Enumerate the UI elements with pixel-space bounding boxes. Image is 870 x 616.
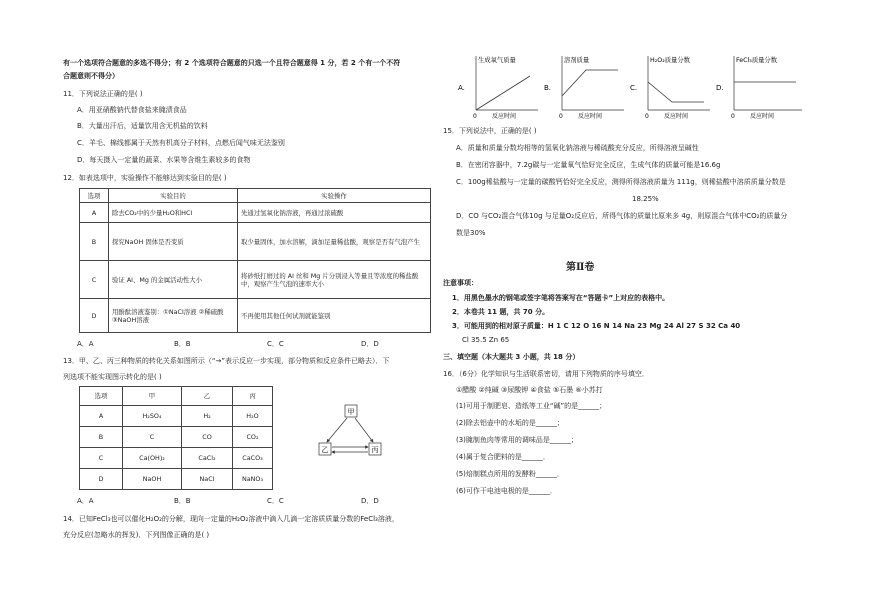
table-row (80, 261, 431, 299)
table-cell: CaCl₂ (182, 448, 233, 469)
q11-option-a: A．用亚硝酸钠代替食盐来腌渍食品 (77, 106, 187, 114)
table-cell: CO₂ (233, 427, 273, 448)
table-row (80, 448, 273, 469)
q11-option-c: C．羊毛、棉线都属于天然有机高分子材料，点燃后闻气味无法鉴别 (77, 139, 285, 147)
table-cell: NaCl (182, 469, 233, 490)
graph-b-xlabel: 反应时间 (578, 113, 603, 120)
notes-item-2: 2．本卷共 11 题，共 70 分。 (452, 308, 550, 316)
q14-graph-b (542, 50, 628, 120)
q14-stem-line-1: 14．已知FeCl₃也可以催化H₂O₂的分解，现向一定量的H₂O₂溶液中滴入几滴一定溶质质量分数的FeCl₃溶液， (63, 515, 399, 523)
q12-row-a-goal: 除去CO₂中的少量H₂O和HCl (109, 203, 238, 223)
q12-row-b-option: B (80, 223, 109, 261)
graph-a-xlabel: 反应时间 (492, 113, 517, 120)
q11-option-b: B．大量出汗后，适量饮用含无机盐的饮料 (77, 122, 208, 130)
q13-answer-c: C．C (267, 497, 284, 505)
q15-option-d-line-1: D．CO 与CO₂混合气体10g 与足量O₂反应后，所得气体的质量比原来多 4g，则原混合气体中CO₂的质量分 (456, 212, 788, 220)
table-cell: H₂O (233, 406, 273, 427)
graph-c-ylabel: H₂O₂质量分数 (650, 57, 690, 64)
q15-stem: 15．下列说法中，正确的是( ) (443, 127, 537, 135)
q11-stem: 11．下列说法正确的是( ) (63, 90, 143, 98)
table-row (80, 203, 431, 223)
q16-sub-3: (3)腌制鱼肉等常用的调味品是______； (456, 436, 578, 444)
graph-c-xlabel: 反应时间 (664, 113, 689, 120)
q13-header-yi: 乙 (182, 387, 233, 406)
q13-answer-d: D．D (361, 497, 379, 505)
graph-b-letter: B. (544, 84, 552, 92)
q13-transform-diagram (315, 403, 395, 463)
q14-graph-c (628, 50, 714, 120)
graph-a-ylabel: 生成氧气质量 (478, 57, 516, 64)
graph-b-ylabel: 溶剂质量 (564, 57, 590, 64)
q12-row-c-op: 将砂纸打磨过的 Al 丝和 Mg 片分别浸入等量且等浓度的稀盐酸中，观察产生气泡的速率大小 (238, 261, 431, 299)
table-cell: A (80, 406, 123, 427)
table-cell: CO (182, 427, 233, 448)
graph-a-origin: 0 (473, 113, 477, 120)
q12-answer-b: B．B (174, 340, 191, 348)
node-bing-label: 丙 (371, 446, 379, 454)
graph-a-curve (476, 76, 530, 110)
q14-graph-d (714, 50, 810, 120)
q16-sub-1: (1)可用于制肥皂、造纸等工业“碱”的是______； (456, 402, 607, 410)
graph-c-letter: C. (630, 84, 638, 92)
q12-answer-d: D．D (361, 340, 379, 348)
q12-row-d-option: D (80, 299, 109, 333)
table-cell: B (80, 427, 123, 448)
graph-a-letter: A. (458, 84, 465, 92)
q12-stem: 12．如表选项中，实验操作不能够达到实验目的是( ) (63, 174, 227, 182)
q13-header-option: 选项 (80, 387, 123, 406)
q13-stem-line-2: 列选项不能实现图示转化的是( ) (63, 373, 162, 381)
q15-option-a: A．质量和质量分数均相等的氢氧化钠溶液与稀硫酸充分反应，所得溶液呈碱性 (456, 144, 699, 152)
q12-row-d-op: 不再使用其他任何试剂就能鉴别 (238, 299, 431, 333)
graph-d-xlabel: 反应时间 (750, 113, 775, 120)
q12-answer-c: C．C (267, 340, 284, 348)
q15-option-b: B．在密闭容器中，7.2g碳与一定量氧气恰好完全反应，生成气体的质量可能是16.6g (456, 161, 721, 169)
graph-d-origin: 0 (731, 113, 735, 120)
graph-b-curve (562, 70, 618, 96)
table-cell: C (123, 427, 182, 448)
q16-options: ①醋酸 ②纯碱 ③尿酸钾 ④食盐 ⑤石墨 ⑥小苏打 (456, 386, 603, 394)
graph-c-curve (648, 82, 704, 102)
table-cell: D (80, 469, 123, 490)
table-cell: NaNO₃ (233, 469, 273, 490)
intro-line-2: 合题意则不得分） (63, 72, 119, 80)
graph-d-ylabel: FeCl₃质量分数 (736, 57, 778, 64)
q16-sub-6: (6)可作干电池电极的是______． (456, 487, 557, 495)
notes-title: 注意事项： (443, 279, 478, 287)
q12-answer-a: A．A (77, 340, 94, 348)
q15-option-d-line-2: 数是30% (456, 229, 486, 237)
table-cell: C (80, 448, 123, 469)
q12-row-b-op: 取少量固体，加水溶解，滴加足量稀盐酸，观察是否有气泡产生 (238, 223, 431, 261)
node-jia-label: 甲 (347, 408, 355, 416)
table-cell: Ca(OH)₂ (123, 448, 182, 469)
q13-header-jia: 甲 (123, 387, 182, 406)
q12-row-b-goal: 探究NaOH 固体是否变质 (109, 223, 238, 261)
table-row (80, 223, 431, 261)
q15-option-c-line-1: C．100g稀盐酸与一定量的碳酸钙恰好完全反应，测得所得溶液质量为 111g，则稀盐酸中溶质质量分数是 (456, 178, 786, 186)
q11-option-d: D．每天摄入一定量的蔬菜、水果等含维生素较多的食物 (77, 156, 251, 164)
q13-table (79, 386, 273, 490)
q12-row-d-goal: 用酚酞溶液鉴别：①NaCl溶液 ②稀硫酸 ③NaOH溶液 (109, 299, 238, 333)
q12-row-a-op: 先通过氢氧化钠溶液，再通过浓硫酸 (238, 203, 431, 223)
q13-header-bing: 丙 (233, 387, 273, 406)
table-row (80, 469, 273, 490)
table-cell: NaOH (123, 469, 182, 490)
graph-b-origin: 0 (559, 113, 563, 120)
table-row (80, 427, 273, 448)
arrow-jia-to-bing (355, 418, 373, 442)
table-cell: H₂ (182, 406, 233, 427)
q12-header-option: 选项 (80, 189, 109, 203)
q15-option-c-line-2: 18.25% (632, 195, 659, 203)
q13-answer-b: B．B (174, 497, 191, 505)
intro-line-1: 有一个选项符合题意的多选不得分；有 2 个选项符合题意的只选一个且符合题意得 1 分，若 2 个有一个不符 (63, 59, 401, 67)
graph-c-origin: 0 (645, 113, 649, 120)
notes-item-4: Cl 35.5 Zn 65 (462, 336, 510, 344)
q12-row-c-option: C (80, 261, 109, 299)
section-title: 第Ⅱ卷 (566, 262, 595, 273)
table-row (80, 299, 431, 333)
q14-graph-a (456, 50, 542, 120)
q12-header-operation: 实验操作 (238, 189, 431, 203)
graph-d-letter: D. (716, 84, 724, 92)
q13-stem-line-1: 13．甲、乙、丙三种物质的转化关系如图所示（“→”表示反应一步实现，部分物质和反应条件已略去）．下 (63, 357, 390, 365)
table-cell: H₂SO₄ (123, 406, 182, 427)
q16-stem: 16．（6分）化学知识与生活联系密切，请用下列物质的序号填空． (443, 370, 649, 378)
q16-sub-4: (4)属于复合肥料的是______． (456, 453, 550, 461)
q13-answer-a: A．A (77, 497, 94, 505)
q12-header-goal: 实验目的 (109, 189, 238, 203)
table-row (80, 406, 273, 427)
q12-table (79, 188, 431, 333)
notes-item-1: 1．用黑色墨水的钢笔或签字笔将答案写在“答题卡”上对应的表格中。 (452, 294, 670, 302)
node-yi-label: 乙 (321, 446, 329, 454)
table-cell: CaCO₃ (233, 448, 273, 469)
arrow-jia-to-yi (327, 418, 347, 442)
q14-stem-line-2: 充分反应(忽略水的挥发)．下列图像正确的是( ) (63, 531, 210, 539)
part-three-title: 三、填空题（本大题共 3 小题，共 18 分） (443, 353, 580, 361)
notes-item-3: 3．可能用到的相对原子质量：H 1 C 12 O 16 N 14 Na 23 Mg 24 Al 27 S 32 Ca 40 (452, 322, 741, 330)
q16-sub-2: (2)除去铝壶中的水垢的是______； (456, 419, 564, 427)
q12-row-a-option: A (80, 203, 109, 223)
q12-row-c-goal: 验证 Al、Mg 的金属活动性大小 (109, 261, 238, 299)
q16-sub-5: (5)焙制糕点所用的发酵粉______． (456, 470, 564, 478)
